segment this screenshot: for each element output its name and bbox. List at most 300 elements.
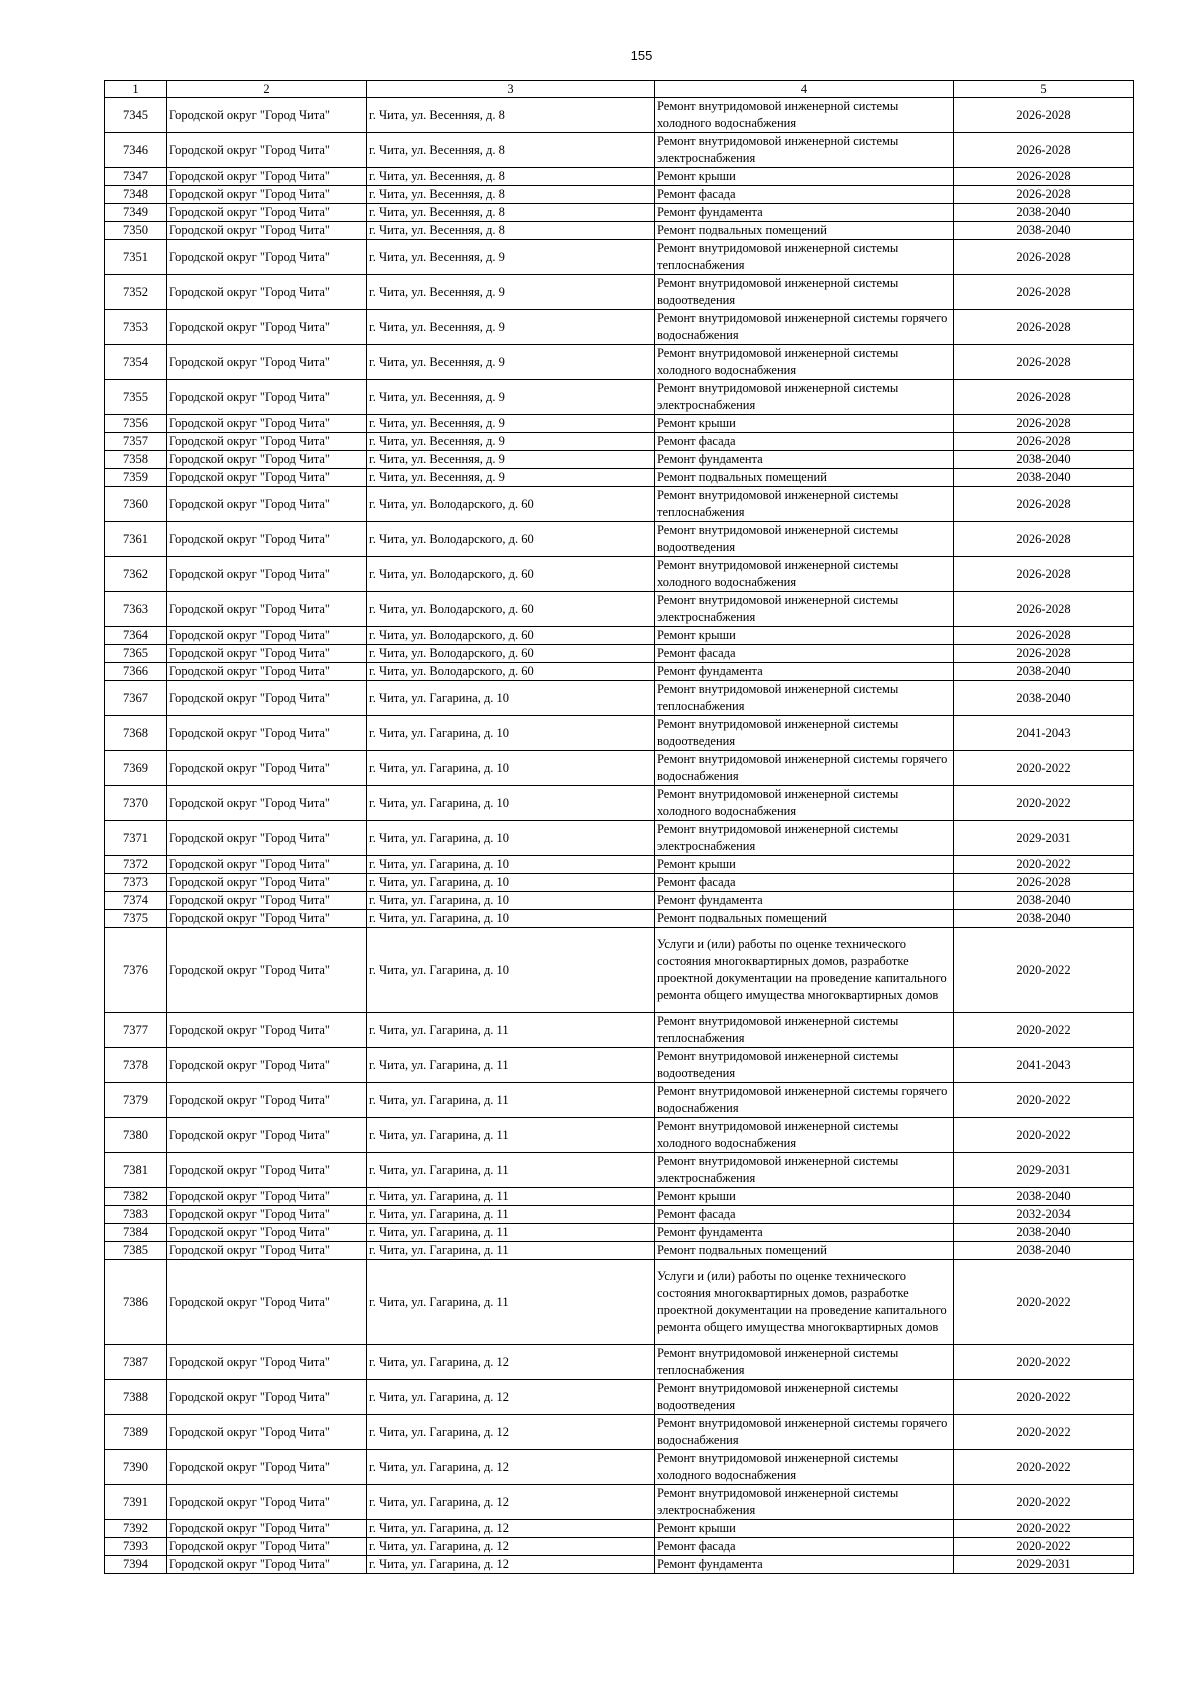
repair-schedule-table	[104, 80, 1134, 1574]
row-number-cell: 7348	[105, 186, 167, 204]
work-type-cell: Ремонт подвальных помещений	[655, 910, 954, 928]
municipality-cell: Городской округ "Город Чита"	[167, 380, 367, 415]
row-number-cell: 7369	[105, 751, 167, 786]
address-cell: г. Чита, ул. Весенняя, д. 9	[367, 310, 655, 345]
work-type-cell: Ремонт внутридомовой инженерной системы водоотведения	[655, 1380, 954, 1415]
address-cell: г. Чита, ул. Володарского, д. 60	[367, 592, 655, 627]
period-cell: 2026-2028	[954, 557, 1134, 592]
work-type-cell: Ремонт крыши	[655, 856, 954, 874]
table-row	[105, 1520, 1134, 1538]
period-cell: 2026-2028	[954, 275, 1134, 310]
municipality-cell: Городской округ "Город Чита"	[167, 222, 367, 240]
table-header-row	[105, 81, 1134, 98]
period-cell: 2026-2028	[954, 310, 1134, 345]
period-cell: 2026-2028	[954, 433, 1134, 451]
address-cell: г. Чита, ул. Весенняя, д. 9	[367, 469, 655, 487]
municipality-cell: Городской округ "Город Чита"	[167, 663, 367, 681]
row-number-cell: 7381	[105, 1153, 167, 1188]
column-header: 2	[167, 81, 367, 98]
address-cell: г. Чита, ул. Гагарина, д. 11	[367, 1188, 655, 1206]
municipality-cell: Городской округ "Город Чита"	[167, 1538, 367, 1556]
column-header: 4	[655, 81, 954, 98]
municipality-cell: Городской округ "Город Чита"	[167, 522, 367, 557]
period-cell: 2020-2022	[954, 1380, 1134, 1415]
municipality-cell: Городской округ "Город Чита"	[167, 487, 367, 522]
address-cell: г. Чита, ул. Володарского, д. 60	[367, 663, 655, 681]
address-cell: г. Чита, ул. Володарского, д. 60	[367, 522, 655, 557]
municipality-cell: Городской округ "Город Чита"	[167, 1188, 367, 1206]
municipality-cell: Городской округ "Город Чита"	[167, 1556, 367, 1574]
period-cell: 2026-2028	[954, 380, 1134, 415]
address-cell: г. Чита, ул. Гагарина, д. 10	[367, 910, 655, 928]
row-number-cell: 7362	[105, 557, 167, 592]
row-number-cell: 7391	[105, 1485, 167, 1520]
work-type-cell: Ремонт внутридомовой инженерной системы теплоснабжения	[655, 487, 954, 522]
municipality-cell: Городской округ "Город Чита"	[167, 133, 367, 168]
work-type-cell: Ремонт крыши	[655, 627, 954, 645]
address-cell: г. Чита, ул. Гагарина, д. 10	[367, 786, 655, 821]
row-number-cell: 7383	[105, 1206, 167, 1224]
table-row	[105, 1083, 1134, 1118]
municipality-cell: Городской округ "Город Чита"	[167, 240, 367, 275]
table-row	[105, 1450, 1134, 1485]
municipality-cell: Городской округ "Город Чита"	[167, 1118, 367, 1153]
period-cell: 2038-2040	[954, 892, 1134, 910]
period-cell: 2026-2028	[954, 345, 1134, 380]
municipality-cell: Городской округ "Город Чита"	[167, 1048, 367, 1083]
period-cell: 2026-2028	[954, 186, 1134, 204]
period-cell: 2032-2034	[954, 1206, 1134, 1224]
address-cell: г. Чита, ул. Весенняя, д. 8	[367, 186, 655, 204]
address-cell: г. Чита, ул. Гагарина, д. 12	[367, 1415, 655, 1450]
table-row	[105, 415, 1134, 433]
period-cell: 2020-2022	[954, 1485, 1134, 1520]
municipality-cell: Городской округ "Город Чита"	[167, 928, 367, 1013]
municipality-cell: Городской округ "Город Чита"	[167, 1224, 367, 1242]
address-cell: г. Чита, ул. Гагарина, д. 11	[367, 1118, 655, 1153]
row-number-cell: 7387	[105, 1345, 167, 1380]
address-cell: г. Чита, ул. Гагарина, д. 11	[367, 1048, 655, 1083]
municipality-cell: Городской округ "Город Чита"	[167, 204, 367, 222]
work-type-cell: Ремонт внутридомовой инженерной системы теплоснабжения	[655, 240, 954, 275]
work-type-cell: Ремонт внутридомовой инженерной системы горячего водоснабжения	[655, 1415, 954, 1450]
municipality-cell: Городской округ "Город Чита"	[167, 910, 367, 928]
work-type-cell: Ремонт подвальных помещений	[655, 222, 954, 240]
row-number-cell: 7371	[105, 821, 167, 856]
row-number-cell: 7355	[105, 380, 167, 415]
address-cell: г. Чита, ул. Гагарина, д. 11	[367, 1153, 655, 1188]
municipality-cell: Городской округ "Город Чита"	[167, 786, 367, 821]
row-number-cell: 7377	[105, 1013, 167, 1048]
municipality-cell: Городской округ "Город Чита"	[167, 592, 367, 627]
row-number-cell: 7365	[105, 645, 167, 663]
period-cell: 2026-2028	[954, 522, 1134, 557]
row-number-cell: 7357	[105, 433, 167, 451]
address-cell: г. Чита, ул. Володарского, д. 60	[367, 645, 655, 663]
municipality-cell: Городской округ "Город Чита"	[167, 681, 367, 716]
table-row	[105, 487, 1134, 522]
work-type-cell: Ремонт внутридомовой инженерной системы горячего водоснабжения	[655, 1083, 954, 1118]
address-cell: г. Чита, ул. Гагарина, д. 12	[367, 1345, 655, 1380]
address-cell: г. Чита, ул. Весенняя, д. 8	[367, 168, 655, 186]
row-number-cell: 7376	[105, 928, 167, 1013]
municipality-cell: Городской округ "Город Чита"	[167, 469, 367, 487]
work-type-cell: Ремонт крыши	[655, 415, 954, 433]
municipality-cell: Городской округ "Город Чита"	[167, 310, 367, 345]
period-cell: 2020-2022	[954, 928, 1134, 1013]
period-cell: 2020-2022	[954, 751, 1134, 786]
period-cell: 2026-2028	[954, 240, 1134, 275]
table-row	[105, 186, 1134, 204]
row-number-cell: 7347	[105, 168, 167, 186]
row-number-cell: 7375	[105, 910, 167, 928]
row-number-cell: 7384	[105, 1224, 167, 1242]
period-cell: 2038-2040	[954, 451, 1134, 469]
municipality-cell: Городской округ "Город Чита"	[167, 186, 367, 204]
work-type-cell: Ремонт фундамента	[655, 451, 954, 469]
municipality-cell: Городской округ "Город Чита"	[167, 415, 367, 433]
period-cell: 2026-2028	[954, 487, 1134, 522]
work-type-cell: Ремонт фундамента	[655, 204, 954, 222]
municipality-cell: Городской округ "Город Чита"	[167, 1415, 367, 1450]
municipality-cell: Городской округ "Город Чита"	[167, 645, 367, 663]
table-row	[105, 1260, 1134, 1345]
municipality-cell: Городской округ "Город Чита"	[167, 275, 367, 310]
municipality-cell: Городской округ "Город Чита"	[167, 1083, 367, 1118]
period-cell: 2020-2022	[954, 1083, 1134, 1118]
address-cell: г. Чита, ул. Весенняя, д. 9	[367, 380, 655, 415]
column-header: 3	[367, 81, 655, 98]
table-row	[105, 1556, 1134, 1574]
table-row	[105, 1538, 1134, 1556]
municipality-cell: Городской округ "Город Чита"	[167, 716, 367, 751]
work-type-cell: Ремонт крыши	[655, 168, 954, 186]
municipality-cell: Городской округ "Город Чита"	[167, 1380, 367, 1415]
period-cell: 2020-2022	[954, 1118, 1134, 1153]
row-number-cell: 7358	[105, 451, 167, 469]
address-cell: г. Чита, ул. Гагарина, д. 10	[367, 856, 655, 874]
municipality-cell: Городской округ "Город Чита"	[167, 821, 367, 856]
address-cell: г. Чита, ул. Гагарина, д. 10	[367, 874, 655, 892]
address-cell: г. Чита, ул. Гагарина, д. 12	[367, 1520, 655, 1538]
period-cell: 2020-2022	[954, 1345, 1134, 1380]
period-cell: 2020-2022	[954, 1013, 1134, 1048]
table-row	[105, 910, 1134, 928]
work-type-cell: Ремонт внутридомовой инженерной системы электроснабжения	[655, 133, 954, 168]
period-cell: 2038-2040	[954, 910, 1134, 928]
table-row	[105, 786, 1134, 821]
municipality-cell: Городской округ "Город Чита"	[167, 345, 367, 380]
period-cell: 2020-2022	[954, 1450, 1134, 1485]
row-number-cell: 7380	[105, 1118, 167, 1153]
municipality-cell: Городской округ "Город Чита"	[167, 1260, 367, 1345]
row-number-cell: 7390	[105, 1450, 167, 1485]
period-cell: 2020-2022	[954, 1520, 1134, 1538]
municipality-cell: Городской округ "Город Чита"	[167, 892, 367, 910]
municipality-cell: Городской округ "Город Чита"	[167, 451, 367, 469]
row-number-cell: 7352	[105, 275, 167, 310]
address-cell: г. Чита, ул. Гагарина, д. 11	[367, 1242, 655, 1260]
table-row	[105, 222, 1134, 240]
column-header: 5	[954, 81, 1134, 98]
address-cell: г. Чита, ул. Володарского, д. 60	[367, 627, 655, 645]
period-cell: 2020-2022	[954, 1538, 1134, 1556]
municipality-cell: Городской округ "Город Чита"	[167, 627, 367, 645]
table-row	[105, 1118, 1134, 1153]
row-number-cell: 7346	[105, 133, 167, 168]
address-cell: г. Чита, ул. Гагарина, д. 10	[367, 892, 655, 910]
municipality-cell: Городской округ "Город Чита"	[167, 1485, 367, 1520]
table-row	[105, 928, 1134, 1013]
row-number-cell: 7367	[105, 681, 167, 716]
row-number-cell: 7360	[105, 487, 167, 522]
municipality-cell: Городской округ "Город Чита"	[167, 1206, 367, 1224]
municipality-cell: Городской округ "Город Чита"	[167, 856, 367, 874]
table-row	[105, 275, 1134, 310]
work-type-cell: Ремонт внутридомовой инженерной системы водоотведения	[655, 275, 954, 310]
table-row	[105, 469, 1134, 487]
address-cell: г. Чита, ул. Весенняя, д. 9	[367, 240, 655, 275]
table-row	[105, 1345, 1134, 1380]
period-cell: 2038-2040	[954, 1242, 1134, 1260]
address-cell: г. Чита, ул. Гагарина, д. 11	[367, 1260, 655, 1345]
table-row	[105, 1415, 1134, 1450]
address-cell: г. Чита, ул. Володарского, д. 60	[367, 487, 655, 522]
work-type-cell: Ремонт внутридомовой инженерной системы горячего водоснабжения	[655, 751, 954, 786]
work-type-cell: Ремонт фундамента	[655, 1556, 954, 1574]
address-cell: г. Чита, ул. Гагарина, д. 10	[367, 928, 655, 1013]
row-number-cell: 7351	[105, 240, 167, 275]
municipality-cell: Городской округ "Город Чита"	[167, 874, 367, 892]
work-type-cell: Ремонт фасада	[655, 645, 954, 663]
row-number-cell: 7378	[105, 1048, 167, 1083]
work-type-cell: Ремонт фасада	[655, 1538, 954, 1556]
period-cell: 2038-2040	[954, 204, 1134, 222]
table-row	[105, 592, 1134, 627]
municipality-cell: Городской округ "Город Чита"	[167, 557, 367, 592]
row-number-cell: 7394	[105, 1556, 167, 1574]
work-type-cell: Ремонт внутридомовой инженерной системы холодного водоснабжения	[655, 1450, 954, 1485]
page-number: 155	[630, 48, 653, 63]
table-row	[105, 1048, 1134, 1083]
table-row	[105, 310, 1134, 345]
period-cell: 2038-2040	[954, 681, 1134, 716]
period-cell: 2038-2040	[954, 663, 1134, 681]
period-cell: 2020-2022	[954, 856, 1134, 874]
row-number-cell: 7373	[105, 874, 167, 892]
period-cell: 2038-2040	[954, 222, 1134, 240]
period-cell: 2041-2043	[954, 1048, 1134, 1083]
address-cell: г. Чита, ул. Весенняя, д. 8	[367, 98, 655, 133]
address-cell: г. Чита, ул. Гагарина, д. 11	[367, 1083, 655, 1118]
period-cell: 2029-2031	[954, 821, 1134, 856]
table-row	[105, 345, 1134, 380]
work-type-cell: Ремонт фасада	[655, 1206, 954, 1224]
address-cell: г. Чита, ул. Гагарина, д. 12	[367, 1556, 655, 1574]
work-type-cell: Ремонт внутридомовой инженерной системы электроснабжения	[655, 380, 954, 415]
period-cell: 2026-2028	[954, 592, 1134, 627]
table-row	[105, 681, 1134, 716]
table-row	[105, 1188, 1134, 1206]
row-number-cell: 7353	[105, 310, 167, 345]
municipality-cell: Городской округ "Город Чита"	[167, 1013, 367, 1048]
row-number-cell: 7363	[105, 592, 167, 627]
period-cell: 2029-2031	[954, 1153, 1134, 1188]
address-cell: г. Чита, ул. Весенняя, д. 9	[367, 275, 655, 310]
work-type-cell: Ремонт внутридомовой инженерной системы теплоснабжения	[655, 1345, 954, 1380]
address-cell: г. Чита, ул. Гагарина, д. 10	[367, 681, 655, 716]
table-row	[105, 557, 1134, 592]
work-type-cell: Ремонт внутридомовой инженерной системы электроснабжения	[655, 1153, 954, 1188]
address-cell: г. Чита, ул. Гагарина, д. 12	[367, 1450, 655, 1485]
table-row	[105, 663, 1134, 681]
table-row	[105, 856, 1134, 874]
table-row	[105, 892, 1134, 910]
address-cell: г. Чита, ул. Гагарина, д. 10	[367, 821, 655, 856]
table-row	[105, 168, 1134, 186]
period-cell: 2026-2028	[954, 627, 1134, 645]
table-row	[105, 1242, 1134, 1260]
period-cell: 2026-2028	[954, 98, 1134, 133]
address-cell: г. Чита, ул. Гагарина, д. 12	[367, 1485, 655, 1520]
municipality-cell: Городской округ "Город Чита"	[167, 1153, 367, 1188]
work-type-cell: Ремонт внутридомовой инженерной системы теплоснабжения	[655, 1013, 954, 1048]
work-type-cell: Ремонт крыши	[655, 1520, 954, 1538]
row-number-cell: 7361	[105, 522, 167, 557]
address-cell: г. Чита, ул. Гагарина, д. 12	[367, 1380, 655, 1415]
period-cell: 2026-2028	[954, 168, 1134, 186]
work-type-cell: Ремонт крыши	[655, 1188, 954, 1206]
address-cell: г. Чита, ул. Весенняя, д. 8	[367, 204, 655, 222]
work-type-cell: Ремонт внутридомовой инженерной системы электроснабжения	[655, 821, 954, 856]
work-type-cell: Ремонт фасада	[655, 433, 954, 451]
table-body	[105, 98, 1134, 1574]
row-number-cell: 7374	[105, 892, 167, 910]
municipality-cell: Городской округ "Город Чита"	[167, 98, 367, 133]
row-number-cell: 7368	[105, 716, 167, 751]
row-number-cell: 7393	[105, 1538, 167, 1556]
address-cell: г. Чита, ул. Весенняя, д. 8	[367, 133, 655, 168]
period-cell: 2041-2043	[954, 716, 1134, 751]
table-row	[105, 240, 1134, 275]
row-number-cell: 7382	[105, 1188, 167, 1206]
row-number-cell: 7388	[105, 1380, 167, 1415]
work-type-cell: Ремонт внутридомовой инженерной системы холодного водоснабжения	[655, 786, 954, 821]
row-number-cell: 7372	[105, 856, 167, 874]
address-cell: г. Чита, ул. Весенняя, д. 9	[367, 345, 655, 380]
work-type-cell: Ремонт внутридомовой инженерной системы холодного водоснабжения	[655, 345, 954, 380]
table-row	[105, 451, 1134, 469]
table-row	[105, 98, 1134, 133]
work-type-cell: Услуги и (или) работы по оценке технического состояния многоквартирных домов, разработке проектной документации на проведение капитального ремонта общего имущества многоквартирных домов	[655, 1260, 954, 1345]
address-cell: г. Чита, ул. Гагарина, д. 10	[367, 751, 655, 786]
row-number-cell: 7370	[105, 786, 167, 821]
municipality-cell: Городской округ "Город Чита"	[167, 1242, 367, 1260]
address-cell: г. Чита, ул. Гагарина, д. 11	[367, 1013, 655, 1048]
period-cell: 2020-2022	[954, 1415, 1134, 1450]
period-cell: 2038-2040	[954, 1188, 1134, 1206]
work-type-cell: Услуги и (или) работы по оценке технического состояния многоквартирных домов, разработке проектной документации на проведение капитального ремонта общего имущества многоквартирных домов	[655, 928, 954, 1013]
municipality-cell: Городской округ "Город Чита"	[167, 433, 367, 451]
work-type-cell: Ремонт внутридомовой инженерной системы электроснабжения	[655, 592, 954, 627]
work-type-cell: Ремонт внутридомовой инженерной системы водоотведения	[655, 522, 954, 557]
table-row	[105, 645, 1134, 663]
row-number-cell: 7386	[105, 1260, 167, 1345]
work-type-cell: Ремонт внутридомовой инженерной системы холодного водоснабжения	[655, 1118, 954, 1153]
work-type-cell: Ремонт фундамента	[655, 663, 954, 681]
period-cell: 2029-2031	[954, 1556, 1134, 1574]
work-type-cell: Ремонт внутридомовой инженерной системы холодного водоснабжения	[655, 557, 954, 592]
municipality-cell: Городской округ "Город Чита"	[167, 1520, 367, 1538]
table-row	[105, 133, 1134, 168]
period-cell: 2026-2028	[954, 645, 1134, 663]
table-row	[105, 204, 1134, 222]
table-row	[105, 1224, 1134, 1242]
period-cell: 2026-2028	[954, 133, 1134, 168]
column-header: 1	[105, 81, 167, 98]
work-type-cell: Ремонт фундамента	[655, 1224, 954, 1242]
work-type-cell: Ремонт внутридомовой инженерной системы водоотведения	[655, 1048, 954, 1083]
table-row	[105, 1380, 1134, 1415]
table-row	[105, 821, 1134, 856]
table-row	[105, 433, 1134, 451]
address-cell: г. Чита, ул. Гагарина, д. 10	[367, 716, 655, 751]
table-row	[105, 751, 1134, 786]
address-cell: г. Чита, ул. Гагарина, д. 12	[367, 1538, 655, 1556]
table-row	[105, 1153, 1134, 1188]
municipality-cell: Городской округ "Город Чита"	[167, 1345, 367, 1380]
table-row	[105, 1013, 1134, 1048]
period-cell: 2038-2040	[954, 469, 1134, 487]
municipality-cell: Городской округ "Город Чита"	[167, 1450, 367, 1485]
table-row	[105, 1485, 1134, 1520]
period-cell: 2020-2022	[954, 1260, 1134, 1345]
table-row	[105, 874, 1134, 892]
address-cell: г. Чита, ул. Весенняя, д. 8	[367, 222, 655, 240]
row-number-cell: 7392	[105, 1520, 167, 1538]
row-number-cell: 7356	[105, 415, 167, 433]
period-cell: 2026-2028	[954, 415, 1134, 433]
work-type-cell: Ремонт внутридомовой инженерной системы теплоснабжения	[655, 681, 954, 716]
municipality-cell: Городской округ "Город Чита"	[167, 168, 367, 186]
row-number-cell: 7366	[105, 663, 167, 681]
address-cell: г. Чита, ул. Володарского, д. 60	[367, 557, 655, 592]
row-number-cell: 7389	[105, 1415, 167, 1450]
address-cell: г. Чита, ул. Гагарина, д. 11	[367, 1206, 655, 1224]
work-type-cell: Ремонт подвальных помещений	[655, 469, 954, 487]
work-type-cell: Ремонт фасада	[655, 874, 954, 892]
address-cell: г. Чита, ул. Весенняя, д. 9	[367, 415, 655, 433]
row-number-cell: 7354	[105, 345, 167, 380]
row-number-cell: 7349	[105, 204, 167, 222]
table-row	[105, 522, 1134, 557]
address-cell: г. Чита, ул. Весенняя, д. 9	[367, 433, 655, 451]
work-type-cell: Ремонт внутридомовой инженерной системы водоотведения	[655, 716, 954, 751]
work-type-cell: Ремонт подвальных помещений	[655, 1242, 954, 1260]
row-number-cell: 7345	[105, 98, 167, 133]
work-type-cell: Ремонт внутридомовой инженерной системы электроснабжения	[655, 1485, 954, 1520]
row-number-cell: 7350	[105, 222, 167, 240]
table-row	[105, 380, 1134, 415]
municipality-cell: Городской округ "Город Чита"	[167, 751, 367, 786]
work-type-cell: Ремонт внутридомовой инженерной системы холодного водоснабжения	[655, 98, 954, 133]
table-row	[105, 716, 1134, 751]
row-number-cell: 7379	[105, 1083, 167, 1118]
row-number-cell: 7364	[105, 627, 167, 645]
row-number-cell: 7385	[105, 1242, 167, 1260]
table-row	[105, 627, 1134, 645]
period-cell: 2020-2022	[954, 786, 1134, 821]
